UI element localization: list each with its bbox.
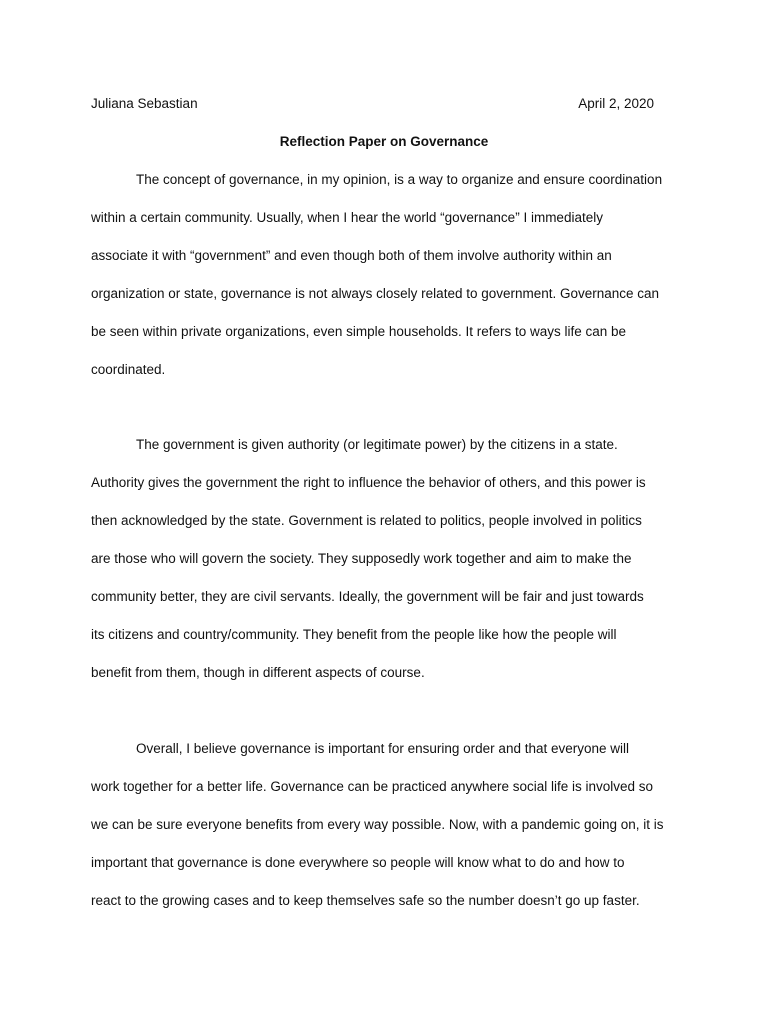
- paragraph-line: Authority gives the government the right to influence the behavior of others, and this power is: [91, 475, 646, 490]
- paragraph-3: [91, 739, 691, 929]
- paragraph-line: benefit from them, though in different aspects of course.: [91, 665, 425, 680]
- paragraph-line: associate it with “government” and even though both of them involve authority within an: [91, 248, 612, 263]
- paragraph-line: be seen within private organizations, even simple households. It refers to ways life can be: [91, 324, 627, 339]
- paragraph-1: [91, 170, 691, 398]
- document-title: Reflection Paper on Governance: [279, 134, 489, 149]
- paragraph-line: react to the growing cases and to keep themselves safe so the number doesn’t go up faster.: [91, 893, 640, 908]
- paragraph-line: Overall, I believe governance is important for ensuring order and that everyone will: [136, 741, 630, 756]
- paragraph-line: organization or state, governance is not always closely related to government. Governance can: [91, 286, 660, 301]
- paragraph-line: coordinated.: [91, 362, 166, 377]
- paragraph-line: within a certain community. Usually, when I hear the world “governance” I immediately: [91, 210, 603, 225]
- paragraph-line: The government is given authority (or legitimate power) by the citizens in a state.: [136, 437, 618, 452]
- paragraph-line: work together for a better life. Governance can be practiced anywhere social life is involved so: [91, 779, 654, 794]
- paragraph-line: The concept of governance, in my opinion, is a way to organize and ensure coordination: [136, 172, 663, 187]
- author-name: Juliana Sebastian: [91, 96, 198, 111]
- document-date: April 2, 2020: [578, 96, 654, 111]
- document-header: [91, 95, 654, 113]
- paragraph-line: community better, they are civil servants. Ideally, the government will be fair and just towards: [91, 589, 644, 604]
- paragraph-line: we can be sure everyone benefits from every way possible. Now, with a pandemic going on, it is: [91, 817, 664, 832]
- paragraph-line: are those who will govern the society. They supposedly work together and aim to make the: [91, 551, 632, 566]
- paragraph-line: then acknowledged by the state. Government is related to politics, people involved in politics: [91, 513, 642, 528]
- paragraph-2: [91, 435, 691, 701]
- paragraph-line: important that governance is done everywhere so people will know what to do and how to: [91, 855, 625, 870]
- paragraph-line: its citizens and country/community. They benefit from the people like how the people will: [91, 627, 617, 642]
